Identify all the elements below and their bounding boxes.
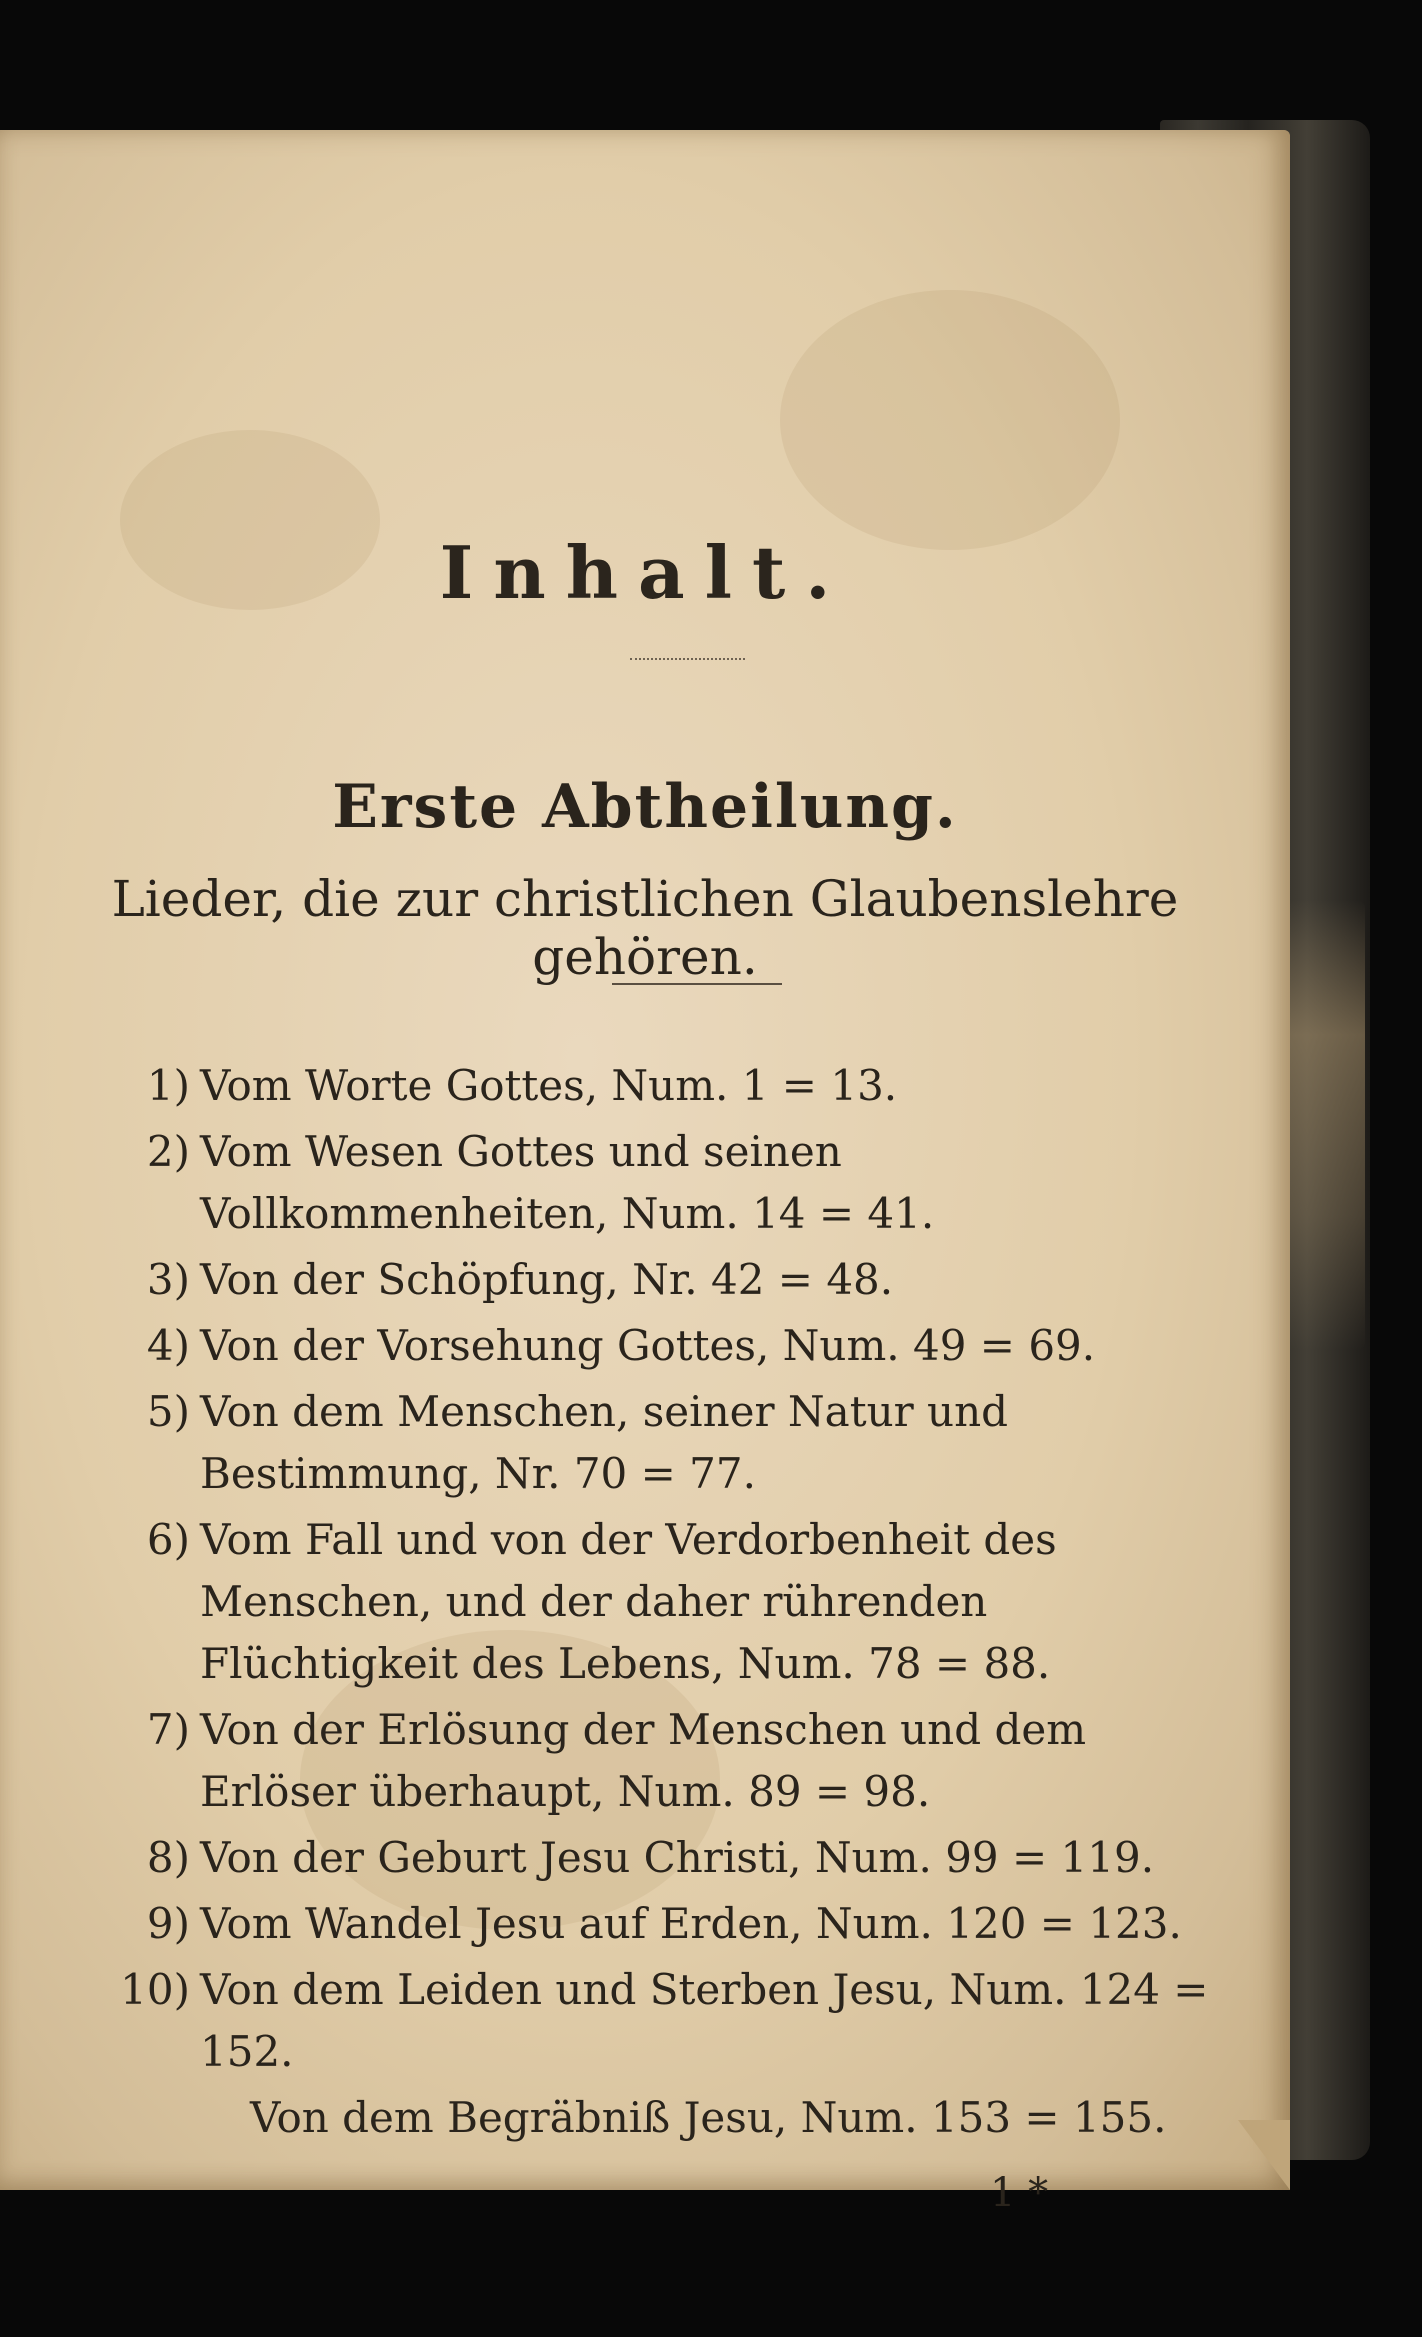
signature-mark: 1 * (990, 2170, 1049, 2216)
toc-item-text: Vom Worte Gottes, Num. 1 = 13. (200, 1061, 898, 1110)
section-heading: Erste Abtheilung. (332, 772, 958, 842)
toc-item-number: 2) (146, 1127, 190, 1176)
toc-item (90, 1827, 1250, 1889)
toc-item-number: 4) (146, 1321, 190, 1370)
page-title: Inhalt. (439, 530, 851, 615)
toc-item-number: 5) (146, 1387, 190, 1436)
section-subtitle: Lieder, die zur christlichen Glaubenslehre gehören. (111, 870, 1179, 986)
toc-item-text: Vom Wandel Jesu auf Erden, Num. 120 = 123. (200, 1899, 1182, 1948)
toc-subitem: Von dem Begräbniß Jesu, Num. 153 = 155. (250, 2093, 1167, 2142)
toc-item (90, 1381, 1250, 1505)
toc-item-text: Von der Vorsehung Gottes, Num. 49 = 69. (200, 1321, 1096, 1370)
toc-item-text: Von der Geburt Jesu Christi, Num. 99 = 119. (200, 1833, 1155, 1882)
toc-item (90, 1699, 1250, 1823)
book-page (0, 130, 1290, 2216)
toc-item-number: 3) (146, 1255, 190, 1304)
table-of-contents (90, 1055, 1250, 2149)
toc-item-text: Von dem Menschen, seiner Natur und Bestimmung, Nr. 70 = 77. (200, 1387, 1009, 1498)
toc-item-number: 6) (146, 1515, 190, 1564)
toc-item-text: Vom Fall und von der Verdorbenheit des Menschen, und der daher rührenden Flüchtigkeit des Lebens, Num. 78 = 88. (200, 1515, 1057, 1688)
title-ornament (630, 658, 745, 660)
toc-item (90, 1893, 1250, 1955)
page-content (0, 130, 1290, 2216)
toc-item (90, 1509, 1250, 1695)
toc-item (90, 1959, 1250, 2083)
toc-item-text: Vom Wesen Gottes und seinen Vollkommenheiten, Num. 14 = 41. (200, 1127, 935, 1238)
toc-item-number: 7) (146, 1705, 190, 1754)
page-corner (1238, 2120, 1290, 2190)
toc-item-text: Von der Erlösung der Menschen und dem Erlöser überhaupt, Num. 89 = 98. (200, 1705, 1087, 1816)
toc-item (90, 1315, 1250, 1377)
toc-item-number: 1) (146, 1061, 190, 1110)
toc-item-text: Von dem Leiden und Sterben Jesu, Num. 124 = 152. (200, 1965, 1209, 2076)
toc-item-number: 10) (120, 1965, 190, 2014)
toc-item-number: 9) (146, 1899, 190, 1948)
toc-item (90, 1249, 1250, 1311)
toc-item-text: Von der Schöpfung, Nr. 42 = 48. (200, 1255, 894, 1304)
toc-item (90, 1055, 1250, 1117)
section-divider (612, 983, 782, 985)
toc-item (90, 1121, 1250, 1245)
toc-item-number: 8) (146, 1833, 190, 1882)
